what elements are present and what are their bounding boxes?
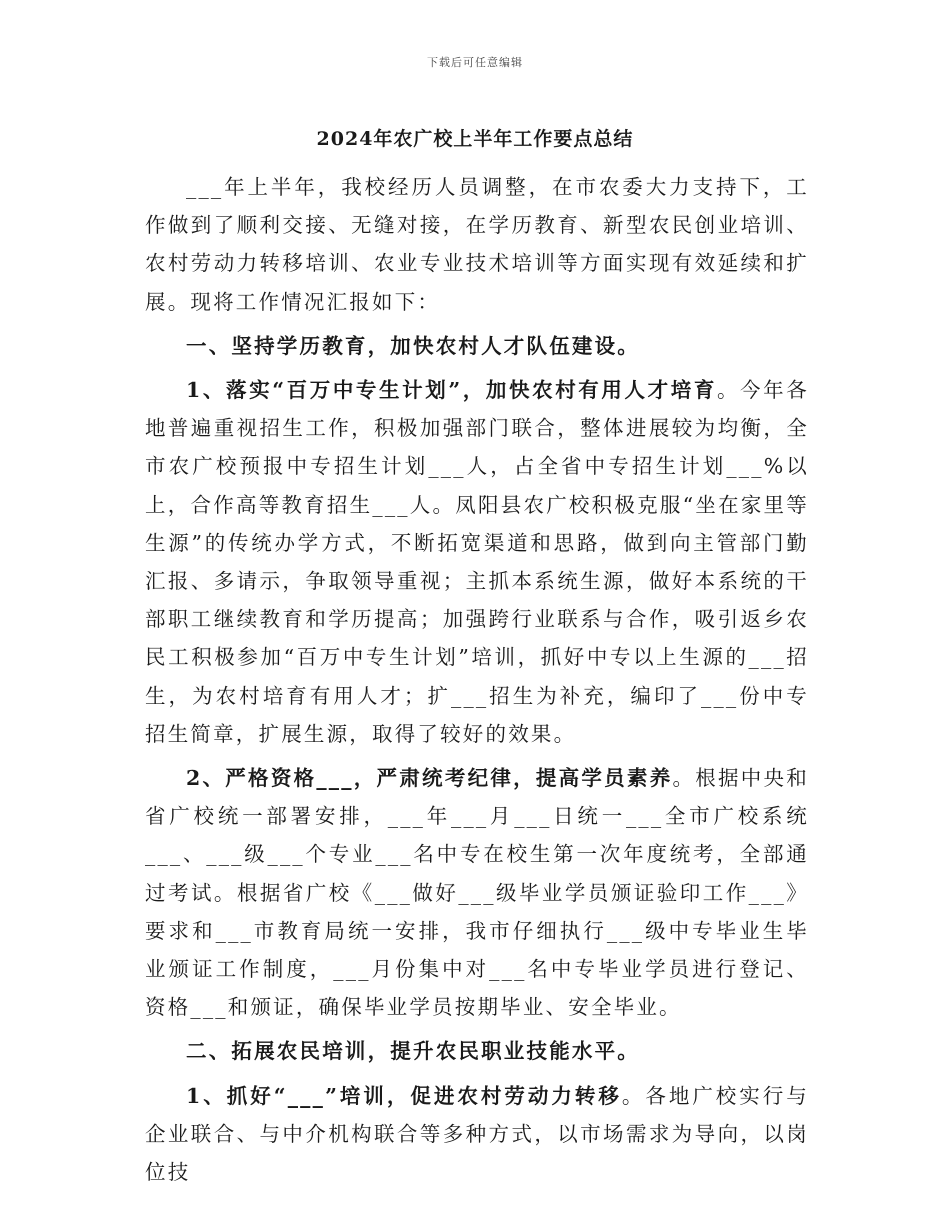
subsection-heading: 1、抓好“___”培训，促进农村劳动力转移 (186, 1083, 622, 1108)
paragraph-text: 。今年各地普遍重视招生工作，积极加强部门联合，整体进展较为均衡，全市农广校预报中专招生计划___人，占全省中专招生计划___%以上，合作高等教育招生___人。凤阳县农广校积极克服“坐在家里等生源”的传统办学方式，不断拓宽渠道和思路，做到向主管部门勤汇报、多请示，争取领导重视；主抓本系统生源，做好本系统的干部职工继续教育和学历提高；加强跨行业联系与合作，吸引返乡农民工积极参加“百万中专生计划”培训，抓好中专以上生源的___招生，为农村培育有用人才；扩___招生为补充，编印了___份中专招生简章，扩展生源，取得了较好的效果。 (145, 378, 809, 746)
subsection-heading: 1、落实“百万中专生计划”，加快农村有用人才培育 (186, 378, 717, 403)
paragraph-text: ___年上半年，我校经历人员调整，在市农委大力支持下，工作做到了顺利交接、无缝对接，在学历教育、新型农民创业培训、农村劳动力转移培训、农业专业技术培训等方面实现有效延续和扩展。现将工作情况汇报如下： (145, 175, 809, 314)
subsection-paragraph-2-1 (145, 1077, 809, 1192)
subsection-heading: 2、严格资格___，严肃统考纪律，提高学员素养 (186, 766, 673, 791)
section-heading-2 (145, 1032, 809, 1070)
document-title: 2024年农广校上半年工作要点总结 (316, 128, 634, 150)
heading-text: 二、拓展农民培训，提升农民职业技能水平。 (186, 1039, 640, 1064)
heading-text: 一、坚持学历教育，加快农村人才队伍建设。 (186, 333, 640, 358)
subsection-paragraph-1-1 (145, 371, 809, 753)
section-heading-1 (145, 327, 809, 365)
document-body (145, 168, 809, 1191)
subsection-paragraph-1-2 (145, 759, 809, 1026)
header-note: 下载后可任意编辑 (427, 56, 523, 69)
paragraph-text: 。各地广校实行与企业联合、与中介机构联合等多种方式，以市场需求为导向，以岗位技 (145, 1083, 809, 1185)
paragraph-text: 。根据中央和省广校统一部署安排，___年___月___日统一___全市广校系统___、___级___个专业___名中专在校生第一次年度统考，全部通过考试。根据省广校《___做好___级毕业学员颁证验印工作___》要求和___市教育局统一安排，我市仔细执行___级中专毕业生毕业颁证工作制度，___月份集中对___名中专毕业学员进行登记、资格___和颁证，确保毕业学员按期毕业、安全毕业。 (145, 766, 809, 1020)
intro-paragraph (145, 168, 809, 321)
